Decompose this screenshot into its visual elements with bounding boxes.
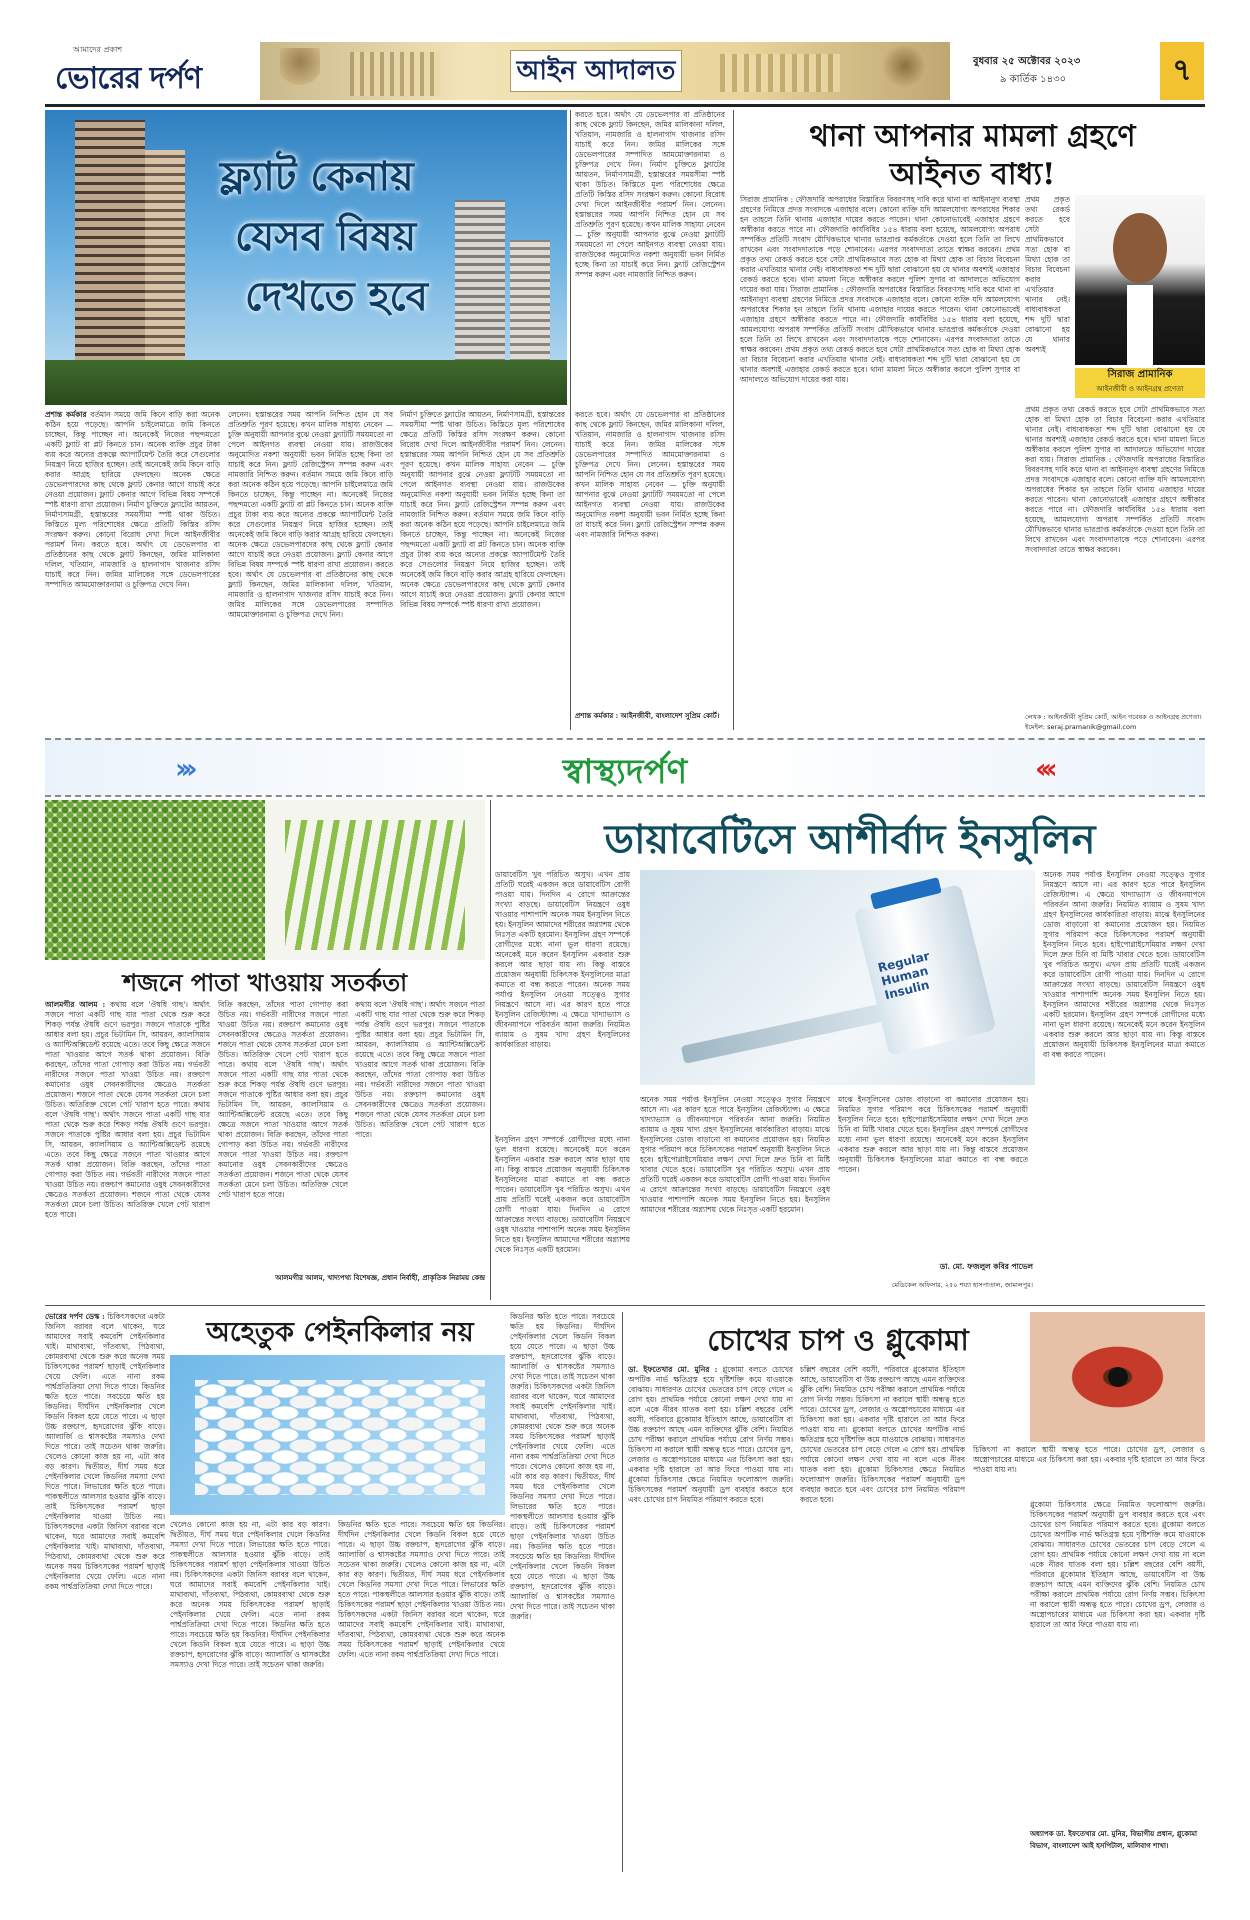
painkiller-body-text: চিকিৎসকদের একটা জিনিস বরাবর বলে থাকেন, ঘরে আমাদের সবাই কমবেশি পেইনকিলার খাই। মাথাব্যথা, দাঁতব্যথা, পিঠব্যথা, কোমরব্যথা থেকে শুরু করে অনেক সময় চিকিৎসকের পরামর্শ ছাড়াই পেইনকিলার খেয়ে ফেলি। এতে নানা রকম পার্শ্বপ্রতিক্রিয়া দেখা দিতে পারে। <box>510 1382 615 1471</box>
thana-body-col2 <box>1025 195 1070 355</box>
painkiller-body-text: চিকিৎসকদের একটা জিনিস বরাবর বলে থাকেন, ঘরে আমাদের সবাই কমবেশি পেইনকিলার খাই। মাথাব্যথা, দাঁতব্যথা, পিঠব্যথা, কোমরব্যথা থেকে শুরু করে অনেক সময় চিকিৎসকের পরামর্শ ছাড়াই পেইনকিলার খেয়ে ফেলি। এতে নানা রকম পার্শ্বপ্রতিক্রিয়া দেখা দিতে পারে। <box>170 1570 330 1629</box>
scales-of-justice-icon <box>280 48 320 94</box>
moringa-body-text: বিক্রি করছেন, তাঁদের পাতা গোপাড় করা উচিত নয়। গর্ভবতী নারীদের সজনে পাতা খাওয়া উচিত নয়। রক্তচাপ কমানোর ওষুধ সেবনকারীদের ক্ষেত্রেও সতর্কতা প্রয়োজন। শজনে পাতা থেকে যেসব সতর্কতা মেনে চলা উচিত। অতিরিক্ত খেলে পেট খারাপ হতে পারে। <box>45 1160 210 1219</box>
flat-body-col1 <box>45 410 220 720</box>
flat-headline-2: যেসব বিষয় <box>235 213 417 260</box>
date-line-1: বুধবার ২৫ অক্টোবর ২০২৩ <box>973 56 1081 67</box>
flat-body-text: নির্মাণ চুক্তিতে ফ্ল্যাটের আয়তন, নির্মাণসামগ্রী, হস্তান্তরের সময়সীমা স্পষ্ট থাকা উচিত। কিস্তিতে মূল্য পরিশোধের ক্ষেত্রে প্রতিটি কিস্তির রসিদ সংরক্ষণ করুন। কোনো বিরোধ দেখা দিলে আইনজীবীর পরামর্শ নিন। <box>45 500 220 549</box>
flat-body-text: করতে হবে। অর্থাৎ যে ডেভেলপার বা প্রতিষ্ঠানের কাছ থেকে ফ্ল্যাট কিনছেন, জমির মালিকানা দলিল, খতিয়ান, নামজারি ও হালনাগাদ খাজনার রসিদ যাচাই করে নিন। জমির মালিকের সঙ্গে ডেভেলপারের সম্পাদিত আমমোক্তারনামা ও চুক্তিপত্র দেখে নিন। <box>45 540 220 589</box>
painkiller-headline: অহেতুক পেইনকিলার নয় <box>206 1317 474 1348</box>
glaucoma-headline: চোখের চাপ ও গ্লুকোমা <box>707 1323 969 1357</box>
author-name: সিরাজ প্রামানিক <box>1107 369 1173 380</box>
author-role: আইনজীবী ও আইনগ্রন্থ প্রণেতা <box>1096 385 1184 393</box>
flat-body-text: লেনেন। হস্তান্তরের সময় আপনি নিশ্চিত হোন যে সব প্রতিশ্রুতি পূরণ হয়েছে। কখন মালিক সাহায্য নেবেন — চুক্তি অনুযায়ী আপনার বুঝে নেওয়া ফ্ল্যাটটি সময়মতো না পেলে আইনগত ব্যবস্থা নেওয়া যায়। রাজউকের অনুমোদিত নকশা অনুযায়ী ভবন নির্মিত হচ্ছে কিনা তা যাচাই করে নিন। ফ্ল্যাট রেজিস্ট্রেশন সম্পন্ন করুন এবং নামজারি নিশ্চিত করুন। <box>228 410 393 479</box>
glaucoma-author-note: অধ্যাপক ডা. ইফতেখার মো. মুনির, বিভাগীয় প্রধান, গ্লুকোমা বিভাগ, বাংলাদেশ আই হসপিটাল, মালিবাগ শাখা। <box>1030 1829 1198 1850</box>
thana-footer-note: লেখক : আইনজীবী সুপ্রিম কোর্ট, আইন গবেষক ও আইনগ্রন্থ প্রণেতা। <box>1025 713 1202 721</box>
right-arrows-icon: ‹‹‹ <box>1035 752 1052 785</box>
masthead <box>45 42 1205 107</box>
pills-image <box>170 1355 505 1515</box>
insulin-body-col5 <box>1043 870 1205 1295</box>
glaucoma-body-col1 <box>628 1365 793 1870</box>
moringa-body-text: কথায় বলে 'ঔষধি গাছ'। অর্থাৎ সজনে পাতা একটি গাছ যার পাতা থেকে শুরু করে শিকড় পর্যন্ত ঔষধি গুণে ভরপুর। সজনে পাতাকে পুষ্টির আধার বলা হয়। প্রচুর ভিটামিন সি, আয়রন, ক্যালসিয়াম ও অ্যান্টিঅক্সিডেন্ট রয়েছে এতে। তবে কিছু ক্ষেত্রে সজনে পাতা খাওয়ার আগে সতর্ক থাকা প্রয়োজন। <box>45 1100 210 1169</box>
glaucoma-body-text: গ্লুকোমা বলতে চোখের অপটিক নার্ভ ক্ষতিগ্রস্ত হয়ে দৃষ্টিশক্তি কমে যাওয়াকে বোঝায়। সাধারণত চোখের ভেতরের চাপ বেড়ে গেলে এ রোগ হয়। প্রাথমিক পর্যায়ে কোনো লক্ষণ দেখা যায় না বলে একে নীরব ঘাতক বলা হয়। <box>1030 1520 1205 1569</box>
thana-body-text: ফৌজদারি কার্যবিধির ১৫৪ ধারায় বলা হয়েছে, আমলযোগ্য অপরাধ সম্পর্কিত প্রতিটি সংবাদ মৌখিকভাবে থানার ভারপ্রাপ্ত কর্মকর্তাকে দেওয়া হলে তিনি তা লিখে রাখবেন এবং সংবাদদাতাকে পড়ে শোনাবেন। এরপর সংবাদদাতা তাতে স্বাক্ষর করবেন। <box>1025 505 1205 554</box>
glaucoma-body-text: গ্লুকোমা বলতে চোখের অপটিক নার্ভ ক্ষতিগ্রস্ত হয়ে দৃষ্টিশক্তি কমে যাওয়াকে বোঝায়। সাধারণত চোখের ভেতরের চাপ বেড়ে গেলে এ রোগ হয়। প্রাথমিক পর্যায়ে কোনো লক্ষণ দেখা যায় না বলে একে নীরব ঘাতক বলা হয়। <box>800 1425 965 1474</box>
moringa-body-text: বিক্রি করছেন, তাঁদের পাতা গোপাড় করা উচিত নয়। গর্ভবতী নারীদের সজনে পাতা খাওয়া উচিত নয়। রক্তচাপ কমানোর ওষুধ সেবনকারীদের ক্ষেত্রেও সতর্কতা প্রয়োজন। শজনে পাতা থেকে যেসব সতর্কতা মেনে চলা উচিত। অতিরিক্ত খেলে পেট খারাপ হতে পারে। <box>45 1050 210 1109</box>
painkiller-body-text: কিডনির ক্ষতি হতে পারে। সবচেয়ে ক্ষতি হয় কিডনির। দীর্ঘদিন পেইনকিলার খেলে কিডনি বিকল হয়ে যেতে পারে। এ ছাড়া উচ্চ রক্তচাপ, হৃদরোগের ঝুঁকি বাড়ে। অ্যালার্জি ও শ্বাসকষ্টের সমস্যাও দেখা দিতে পারে। তাই সচেতন থাকা জরুরি। <box>510 1542 615 1621</box>
eye-image <box>1030 1312 1205 1442</box>
glaucoma-body-text: গ্লুকোমা চিকিৎসার ক্ষেত্রে নিয়মিত ফলোআপ জরুরি। চিকিৎসকের পরামর্শ অনুযায়ী ড্রপ ব্যবহার করতে হবে এবং চোখের চাপ নিয়মিত পরিমাপ করতে হবে। <box>800 1465 965 1504</box>
glaucoma-body-text: গ্লুকোমা চিকিৎসার ক্ষেত্রে নিয়মিত ফলোআপ জরুরি। চিকিৎসকের পরামর্শ অনুযায়ী ড্রপ ব্যবহার করতে হবে এবং চোখের চাপ নিয়মিত পরিমাপ করতে হবে। <box>1030 1500 1205 1529</box>
moringa-leaves <box>45 800 265 960</box>
insulin-body-text: অনেক সময় পর্যাপ্ত ইনসুলিন নেওয়া সত্ত্বেও সুগার নিয়ন্ত্রণে আসে না। এর কারণ হতে পারে ইনসুলিন রেজিস্ট্যান্স। এ ক্ষেত্রে খাদ্যাভ্যাস ও জীবনযাপনে পরিবর্তন আনা জরুরি। নিয়মিত ব্যায়াম ও সুষম খাদ্য গ্রহণ ইনসুলিনের কার্যকারিতা বাড়ায়। <box>495 980 630 1049</box>
thana-body-text: প্রথম প্রকৃত তথ্য রেকর্ড করতে হবে সেটা প্রাথমিকভাবে সত্য হোক বা মিথ্যা হোক তা বিচার বিবেচনা করার এখতিয়ার থানার নেই। বাধ্যবাধকতা শব্দ দুটি দ্বারা বোঝানো হয় যে থানার অবশ্যই এজাহার রেকর্ড করতে হবে। থানা মামলা নিতে অস্বীকার করলে পুলিশ সুপার বা আদালতে অভিযোগ দায়ের করা যায়। <box>1025 405 1205 464</box>
painkiller-body-text: চিকিৎসকদের একটা জিনিস বরাবর বলে থাকেন, ঘরে আমাদের সবাই কমবেশি পেইনকিলার খাই। মাথাব্যথা, দাঁতব্যথা, পিঠব্যথা, কোমরব্যথা থেকে শুরু করে অনেক সময় চিকিৎসকের পরামর্শ ছাড়াই পেইনকিলার খেয়ে ফেলি। এতে নানা রকম পার্শ্বপ্রতিক্রিয়া দেখা দিতে পারে। <box>45 1522 165 1591</box>
insulin-body-text: অনেক সময় পর্যাপ্ত ইনসুলিন নেওয়া সত্ত্বেও সুগার নিয়ন্ত্রণে আসে না। এর কারণ হতে পারে ইনসুলিন রেজিস্ট্যান্স। এ ক্ষেত্রে খাদ্যাভ্যাস ও জীবনযাপনে পরিবর্তন আনা জরুরি। নিয়মিত ব্যায়াম ও সুষম খাদ্য গ্রহণ ইনসুলিনের কার্যকারিতা বাড়ায়। <box>640 1095 830 1134</box>
trees <box>45 360 567 405</box>
insulin-author-note: ডা. মো. ফজলুল কবির পাভেল <box>939 1262 1033 1271</box>
flat-body-text: করতে হবে। অর্থাৎ যে ডেভেলপার বা প্রতিষ্ঠানের কাছ থেকে ফ্ল্যাট কিনছেন, জমির মালিকানা দলিল, খতিয়ান, নামজারি ও হালনাগাদ খাজনার রসিদ যাচাই করে নিন। জমির মালিকের সঙ্গে ডেভেলপারের সম্পাদিত আমমোক্তারনামা ও চুক্তিপত্র দেখে নিন। <box>228 560 393 619</box>
masthead-tagline: আমাদের প্রকাশ <box>73 45 123 54</box>
thana-body-text: ফৌজদারি কার্যবিধির ১৫৪ ধারায় বলা হয়েছে, আমলযোগ্য অপরাধ সম্পর্কিত প্রতিটি সংবাদ মৌখিকভাবে থানার ভারপ্রাপ্ত কর্মকর্তাকে দেওয়া হলে তিনি তা লিখে রাখবেন এবং সংবাদদাতাকে পড়ে শোনাবেন। এরপর সংবাদদাতা তাতে স্বাক্ষর করবেন। <box>740 315 1020 354</box>
eye-pupil <box>1108 1367 1128 1387</box>
moringa-headline: শজনে পাতা খাওয়ায় সতর্কতা <box>122 968 408 997</box>
flat-body-text: করতে হবে। অর্থাৎ যে ডেভেলপার বা প্রতিষ্ঠানের কাছ থেকে ফ্ল্যাট কিনছেন, জমির মালিকানা দলিল, খতিয়ান, নামজারি ও হালনাগাদ খাজনার রসিদ যাচাই করে নিন। জমির মালিকের সঙ্গে ডেভেলপারের সম্পাদিত আমমোক্তারনামা ও চুক্তিপত্র দেখে নিন। <box>575 110 725 169</box>
insulin-body-col3 <box>640 1095 830 1295</box>
insulin-body-text: ডায়াবেটিস খুব পরিচিত অসুখ। এখন প্রায় প্রতিটি ঘরেই একজন করে ডায়াবেটিস রোগী পাওয়া যায়। দিনদিন এ রোগে আক্রান্তের সংখ্যা বাড়ছে। ডায়াবেটিস নিয়ন্ত্রণে ওষুধ খাওয়ার পাশাপাশি অনেক সময় ইনসুলিন নিতে হয়। ইনসুলিন আমাদের শরীরের অগ্ন্যাশয় থেকে নিঃসৃত একটি হরমোন। <box>495 870 630 939</box>
glaucoma-body-col3 <box>973 1445 1205 1495</box>
moringa-body-text: বিক্রি করছেন, তাঁদের পাতা গোপাড় করা উচিত নয়। গর্ভবতী নারীদের সজনে পাতা খাওয়া উচিত নয়। রক্তচাপ কমানোর ওষুধ সেবনকারীদের ক্ষেত্রেও সতর্কতা প্রয়োজন। শজনে পাতা থেকে যেসব সতর্কতা মেনে চলা উচিত। অতিরিক্ত খেলে পেট খারাপ হতে পারে। <box>218 1130 348 1199</box>
insulin-body-text: ইনসুলিন গ্রহণ সম্পর্কে রোগীদের মধ্যে নানা ভুল ধারণা রয়েছে। অনেকেই মনে করেন ইনসুলিন একবার শুরু করলে আর ছাড়া যায় না। কিন্তু বাস্তবে প্রয়োজন অনুযায়ী চিকিৎসক ইনসুলিনের মাত্রা কমাতে বা বন্ধ করতে পারেন। <box>838 1125 1028 1174</box>
moringa-author-note: আলমগীর আলম, খাদ্যপথ্য বিশেষজ্ঞ, প্রধান নির্বাহী, প্রাকৃতিক নিরাময় কেন্দ্র <box>275 1273 485 1282</box>
glaucoma-body-text: চিকিৎসা না করালে স্থায়ী অন্ধত্ব হতে পারে। চোখের ড্রপ, লেজার ও অস্ত্রোপচারের মাধ্যমে এর চিকিৎসা করা হয়। একবার দৃষ্টি হারালে তা আর ফিরে পাওয়া যায় না। <box>628 1445 793 1474</box>
insulin-body-text: অনেক সময় পর্যাপ্ত ইনসুলিন নেওয়া সত্ত্বেও সুগার নিয়ন্ত্রণে আসে না। এর কারণ হতে পারে ইনসুলিন রেজিস্ট্যান্স। এ ক্ষেত্রে খাদ্যাভ্যাস ও জীবনযাপনে পরিবর্তন আনা জরুরি। নিয়মিত ব্যায়াম ও সুষম খাদ্য গ্রহণ ইনসুলিনের কার্যকারিতা বাড়ায়। <box>1043 870 1205 919</box>
painkiller-body-col1 <box>45 1312 165 1872</box>
glaucoma-byline: ডা. ইফতেখার মো. মুনির : <box>628 1365 718 1374</box>
insulin-body-col4 <box>838 1095 1028 1255</box>
glaucoma-body-text: গ্লুকোমা চিকিৎসার ক্ষেত্রে নিয়মিত ফলোআপ জরুরি। চিকিৎসকের পরামর্শ অনুযায়ী ড্রপ ব্যবহার করতে হবে এবং চোখের চাপ নিয়মিত পরিমাপ করতে হবে। <box>628 1475 793 1504</box>
moringa-body-text: বিক্রি করছেন, তাঁদের পাতা গোপাড় করা উচিত নয়। গর্ভবতী নারীদের সজনে পাতা খাওয়া উচিত নয়। রক্তচাপ কমানোর ওষুধ সেবনকারীদের ক্ষেত্রেও সতর্কতা প্রয়োজন। শজনে পাতা থেকে যেসব সতর্কতা মেনে চলা উচিত। অতিরিক্ত খেলে পেট খারাপ হতে পারে। <box>355 1060 485 1139</box>
vial-cap <box>870 877 942 909</box>
flat-body-text: লেনেন। হস্তান্তরের সময় আপনি নিশ্চিত হোন যে সব প্রতিশ্রুতি পূরণ হয়েছে। কখন মালিক সাহায্য নেবেন — চুক্তি অনুযায়ী আপনার বুঝে নেওয়া ফ্ল্যাটটি সময়মতো না পেলে আইনগত ব্যবস্থা নেওয়া যায়। রাজউকের অনুমোদিত নকশা অনুযায়ী ভবন নির্মিত হচ্ছে কিনা তা যাচাই করে নিন। ফ্ল্যাট রেজিস্ট্রেশন সম্পন্ন করুন এবং নামজারি নিশ্চিত করুন। <box>575 460 725 539</box>
column-divider <box>733 110 734 730</box>
moringa-body-text: কথায় বলে 'ঔষধি গাছ'। অর্থাৎ সজনে পাতা একটি গাছ যার পাতা থেকে শুরু করে শিকড় পর্যন্ত ঔষধি গুণে ভরপুর। সজনে পাতাকে পুষ্টির আধার বলা হয়। প্রচুর ভিটামিন সি, আয়রন, ক্যালসিয়াম ও অ্যান্টিঅক্সিডেন্ট রয়েছে এতে। তবে কিছু ক্ষেত্রে সজনে পাতা খাওয়ার আগে সতর্ক থাকা প্রয়োজন। <box>45 1000 210 1059</box>
painkiller-body-text: কিডনির ক্ষতি হতে পারে। সবচেয়ে ক্ষতি হয় কিডনির। দীর্ঘদিন পেইনকিলার খেলে কিডনি বিকল হয়ে যেতে পারে। এ ছাড়া উচ্চ রক্তচাপ, হৃদরোগের ঝুঁকি বাড়ে। অ্যালার্জি ও শ্বাসকষ্টের সমস্যাও দেখা দিতে পারে। তাই সচেতন থাকা জরুরি। <box>338 1520 505 1569</box>
insulin-body-text: ইনসুলিন গ্রহণ সম্পর্কে রোগীদের মধ্যে নানা ভুল ধারণা রয়েছে। অনেকেই মনে করেন ইনসুলিন একবার শুরু করলে আর ছাড়া যায় না। কিন্তু বাস্তবে প্রয়োজন অনুযায়ী চিকিৎসক ইনসুলিনের মাত্রা কমাতে বা বন্ধ করতে পারেন। <box>495 1135 630 1194</box>
newspaper-logo[interactable]: ভোরের দর্পণ <box>55 61 201 96</box>
painkiller-body-text: কিডনির ক্ষতি হতে পারে। সবচেয়ে ক্ষতি হয় কিডনির। দীর্ঘদিন পেইনকিলার খেলে কিডনি বিকল হয়ে যেতে পারে। এ ছাড়া উচ্চ রক্তচাপ, হৃদরোগের ঝুঁকি বাড়ে। অ্যালার্জি ও শ্বাসকষ্টের সমস্যাও দেখা দিতে পারে। তাই সচেতন থাকা জরুরি। <box>170 1620 330 1669</box>
painkiller-body-text: খেলেও কোনো কাজ হয় না, এটা কার বড় কারণ। দ্বিতীয়ত, দীর্ঘ সময় ধরে পেইনকিলার খেলে কিডনির সমস্যা দেখা দিতে পারে। লিভারের ক্ষতি হতে পারে। পাকস্থলীতে আলসার হওয়ার ঝুঁকি বাড়ে। তাই চিকিৎসকের পরামর্শ ছাড়া পেইনকিলার খাওয়া উচিত নয়। <box>170 1520 330 1579</box>
flat-body-text: নির্মাণ চুক্তিতে ফ্ল্যাটের আয়তন, নির্মাণসামগ্রী, হস্তান্তরের সময়সীমা স্পষ্ট থাকা উচিত। কিস্তিতে মূল্য পরিশোধের ক্ষেত্রে প্রতিটি কিস্তির রসিদ সংরক্ষণ করুন। কোনো বিরোধ দেখা দিলে আইনজীবীর পরামর্শ নিন। <box>400 410 565 449</box>
flat-body-text: করতে হবে। অর্থাৎ যে ডেভেলপার বা প্রতিষ্ঠানের কাছ থেকে ফ্ল্যাট কিনছেন, জমির মালিকানা দলিল, খতিয়ান, নামজারি ও হালনাগাদ খাজনার রসিদ যাচাই করে নিন। জমির মালিকের সঙ্গে ডেভেলপারের সম্পাদিত আমমোক্তারনামা ও চুক্তিপত্র দেখে নিন। <box>575 410 725 469</box>
flat-author-note: প্রশান্ত কর্মকার : আইনজীবী, বাংলাদেশ সুপ্রিম কোর্ট। <box>575 711 720 720</box>
health-section-banner <box>45 738 1205 797</box>
page-number: ৭ <box>1160 42 1204 100</box>
insulin-image <box>640 870 1035 1085</box>
moringa-body-text: বিক্রি করছেন, তাঁদের পাতা গোপাড় করা উচিত নয়। গর্ভবতী নারীদের সজনে পাতা খাওয়া উচিত নয়। রক্তচাপ কমানোর ওষুধ সেবনকারীদের ক্ষেত্রেও সতর্কতা প্রয়োজন। শজনে পাতা থেকে যেসব সতর্কতা মেনে চলা উচিত। অতিরিক্ত খেলে পেট খারাপ হতে পারে। <box>218 1000 348 1069</box>
flat-body-text: লেনেন। হস্তান্তরের সময় আপনি নিশ্চিত হোন যে সব প্রতিশ্রুতি পূরণ হয়েছে। কখন মালিক সাহায্য নেবেন — চুক্তি অনুযায়ী আপনার বুঝে নেওয়া ফ্ল্যাটটি সময়মতো না পেলে আইনগত ব্যবস্থা নেওয়া যায়। রাজউকের অনুমোদিত নকশা অনুযায়ী ভবন নির্মিত হচ্ছে কিনা তা যাচাই করে নিন। ফ্ল্যাট রেজিস্ট্রেশন সম্পন্ন করুন এবং নামজারি নিশ্চিত করুন। <box>575 200 725 279</box>
thana-body-text: সিরাজ প্রামানিক : ফৌজদারি অপরাধের বিস্তারিত বিবরণসহ দাবি করে থানা বা আইনানুগ ব্যবস্থা গ্রহণের নিমিত্তে প্রদত্ত সংবাদকে এজাহার বলে। কোনো ব্যক্তি যদি আমলযোগ্য অপরাধের শিকার হন তাহলে তিনি থানায় এজাহার দায়ের করতে পারেন। থানা কোনোভাবেই এজাহার গ্রহণে অস্বীকার করতে পারে না। <box>1025 455 1205 514</box>
glaucoma-body-text: চল্লিশ বছরের বেশি বয়সী, পরিবারে গ্লুকোমার ইতিহাস আছে, ডায়াবেটিস বা উচ্চ রক্তচাপ আছে এমন ব্যক্তিদের ঝুঁকি বেশি। নিয়মিত চোখ পরীক্ষা করালে প্রাথমিক পর্যায়ে রোগ নির্ণয় সম্ভব। <box>1030 1560 1205 1599</box>
glaucoma-body-text: চল্লিশ বছরের বেশি বয়সী, পরিবারে গ্লুকোমার ইতিহাস আছে, ডায়াবেটিস বা উচ্চ রক্তচাপ আছে এমন ব্যক্তিদের ঝুঁকি বেশি। নিয়মিত চোখ পরীক্ষা করালে প্রাথমিক পর্যায়ে রোগ নির্ণয় সম্ভব। <box>628 1405 793 1444</box>
insulin-body-text: মাঝে ইনসুলিনের ডোজ বাড়ানো বা কমানোর প্রয়োজন হয়। নিয়মিত সুগার পরিমাপ করে চিকিৎসকের পরামর্শ অনুযায়ী ইনসুলিন নিতে হবে। হাইপোগ্লাইসেমিয়ার লক্ষণ দেখা দিলে দ্রুত চিনি বা মিষ্টি খাবার খেতে হবে। <box>838 1095 1028 1134</box>
author-face <box>1113 213 1167 283</box>
thana-body-text: প্রথম প্রকৃত তথ্য রেকর্ড করতে হবে সেটা প্রাথমিকভাবে সত্য হোক বা মিথ্যা হোক তা বিচার বিবেচনা করার এখতিয়ার থানার নেই। বাধ্যবাধকতা শব্দ দুটি দ্বারা বোঝানো হয় যে থানার অবশ্যই <box>1025 195 1070 354</box>
flat-byline: প্রশান্ত কর্মকার <box>45 410 87 419</box>
moringa-body-col2 <box>218 1000 348 1300</box>
flat-body-right-top <box>575 110 725 410</box>
flat-article-image <box>45 110 567 405</box>
thana-body-text: প্রথম প্রকৃত তথ্য রেকর্ড করতে হবে সেটা প্রাথমিকভাবে সত্য হোক বা মিথ্যা হোক তা বিচার বিবেচনা করার এখতিয়ার থানার নেই। বাধ্যবাধকতা শব্দ দুটি দ্বারা বোঝানো হয় যে থানার অবশ্যই এজাহার রেকর্ড করতে হবে। থানা মামলা নিতে অস্বীকার করলে পুলিশ সুপার বা আদালতে অভিযোগ দায়ের করা যায়। <box>740 345 1020 384</box>
thana-email[interactable]: ইমেইল: seraj.pramanik@gmail.com <box>1025 723 1137 731</box>
section-divider <box>45 1305 1205 1306</box>
thana-body-text: প্রথম প্রকৃত তথ্য রেকর্ড করতে হবে সেটা প্রাথমিকভাবে সত্য হোক বা মিথ্যা হোক তা বিচার বিবেচনা করার এখতিয়ার থানার নেই। বাধ্যবাধকতা শব্দ দুটি দ্বারা বোঝানো হয় যে থানার অবশ্যই এজাহার রেকর্ড করতে হবে। থানা মামলা নিতে অস্বীকার করলে পুলিশ সুপার বা আদালতে অভিযোগ দায়ের করা যায়। <box>740 245 1020 294</box>
insulin-body-text: মাঝে ইনসুলিনের ডোজ বাড়ানো বা কমানোর প্রয়োজন হয়। নিয়মিত সুগার পরিমাপ করে চিকিৎসকের পরামর্শ অনুযায়ী ইনসুলিন নিতে হবে। হাইপোগ্লাইসেমিয়ার লক্ষণ দেখা দিলে দ্রুত চিনি বা মিষ্টি খাবার খেতে হবে। <box>1043 910 1205 959</box>
glaucoma-body-col2 <box>800 1365 965 1870</box>
moringa-body-text: কথায় বলে 'ঔষধি গাছ'। অর্থাৎ সজনে পাতা একটি গাছ যার পাতা থেকে শুরু করে শিকড় পর্যন্ত ঔষধি গুণে ভরপুর। সজনে পাতাকে পুষ্টির আধার বলা হয়। প্রচুর ভিটামিন সি, আয়রন, ক্যালসিয়াম ও অ্যান্টিঅক্সিডেন্ট রয়েছে এতে। তবে কিছু ক্ষেত্রে সজনে পাতা খাওয়ার আগে সতর্ক থাকা প্রয়োজন। <box>218 1060 348 1139</box>
section-banner <box>260 42 950 100</box>
author-photo <box>1075 195 1205 365</box>
flat-body-col3 <box>400 410 565 720</box>
flat-body-text: নির্মাণ চুক্তিতে ফ্ল্যাটের আয়তন, নির্মাণসামগ্রী, হস্তান্তরের সময়সীমা স্পষ্ট থাকা উচিত। কিস্তিতে মূল্য পরিশোধের ক্ষেত্রে প্রতিটি কিস্তির রসিদ সংরক্ষণ করুন। কোনো বিরোধ দেখা দিলে আইনজীবীর পরামর্শ নিন। <box>575 160 725 209</box>
pills <box>195 1380 485 1495</box>
flat-body-text: বর্তমান সময়ে জমি কিনে বাড়ি করা অনেক কঠিন হয়ে পড়েছে। আপনি চাইলেমাত্রে জমি কিনতে চাচ্ছেন, কিন্তু পাচ্ছেন না। অনেকেই নিজের পছন্দমতো একটি ফ্ল্যাট বা প্লট কিনতে চান। অনেক ব্যক্তি প্রচুর টাকা ব্যয় করে অন্যের প্রকল্পে অ্যাপার্টমেন্ট তৈরি করে সেগুলোর নিয়ন্ত্রণ নিয়ে হাজির হচ্ছেন। তাই অনেকেই জমি কিনে বাড়ি করার আগ্রহ হারিয়ে ফেলছেন। অনেক ক্ষেত্রে ডেভেলপারদের কাছ থেকে ফ্ল্যাট কেনার আগে যাচাই করে নেওয়া প্রয়োজন। ফ্ল্যাট কেনার আগে বিভিন্ন বিষয় সম্পর্কে স্পষ্ট ধারণা রাখা প্রয়োজন। <box>228 470 393 569</box>
insulin-body-text: ডায়াবেটিস খুব পরিচিত অসুখ। এখন প্রায় প্রতিটি ঘরেই একজন করে ডায়াবেটিস রোগী পাওয়া যায়। দিনদিন এ রোগে আক্রান্তের সংখ্যা বাড়ছে। ডায়াবেটিস নিয়ন্ত্রণে ওষুধ খাওয়ার পাশাপাশি অনেক সময় ইনসুলিন নিতে হয়। ইনসুলিন আমাদের শরীরের অগ্ন্যাশয় থেকে নিঃসৃত একটি হরমোন। <box>640 1165 830 1214</box>
insulin-headline: ডায়াবেটিসে আশীর্বাদ ইনসুলিন <box>604 816 1096 863</box>
date-line-2: ৯ কার্তিক ১৪৩০ <box>1000 74 1067 85</box>
moringa-image <box>45 800 485 960</box>
moringa-body-col1 <box>45 1000 210 1300</box>
insulin-vial <box>853 884 996 1056</box>
column-divider <box>490 800 491 1300</box>
painkiller-body-col2 <box>170 1520 330 1870</box>
vial-label: Regular Human Insulin <box>876 948 931 1003</box>
insulin-body-text: ডায়াবেটিস খুব পরিচিত অসুখ। এখন প্রায় প্রতিটি ঘরেই একজন করে ডায়াবেটিস রোগী পাওয়া যায়। দিনদিন এ রোগে আক্রান্তের সংখ্যা বাড়ছে। ডায়াবেটিস নিয়ন্ত্রণে ওষুধ খাওয়ার পাশাপাশি অনেক সময় ইনসুলিন নিতে হয়। ইনসুলিন আমাদের শরীরের অগ্ন্যাশয় থেকে নিঃসৃত একটি হরমোন। <box>495 1185 630 1254</box>
moringa-body-col3 <box>355 1000 485 1265</box>
painkiller-body-text: চিকিৎসকদের একটা জিনিস বরাবর বলে থাকেন, ঘরে আমাদের সবাই কমবেশি পেইনকিলার খাই। মাথাব্যথা, দাঁতব্যথা, পিঠব্যথা, কোমরব্যথা থেকে শুরু করে অনেক সময় চিকিৎসকের পরামর্শ ছাড়াই পেইনকিলার খেয়ে ফেলি। এতে নানা রকম পার্শ্বপ্রতিক্রিয়া দেখা দিতে পারে। <box>45 1312 165 1391</box>
insulin-body-text: ইনসুলিন গ্রহণ সম্পর্কে রোগীদের মধ্যে নানা ভুল ধারণা রয়েছে। অনেকেই মনে করেন ইনসুলিন একবার শুরু করলে আর ছাড়া যায় না। কিন্তু বাস্তবে প্রয়োজন অনুযায়ী চিকিৎসক ইনসুলিনের মাত্রা কমাতে বা বন্ধ করতে পারেন। <box>495 930 630 989</box>
thana-body-text: ফৌজদারি কার্যবিধির ১৫৪ ধারায় বলা হয়েছে, আমলযোগ্য অপরাধ সম্পর্কিত প্রতিটি সংবাদ মৌখিকভাবে থানার ভারপ্রাপ্ত কর্মকর্তাকে দেওয়া হলে তিনি তা লিখে রাখবেন এবং সংবাদদাতাকে পড়ে শোনাবেন। এরপর সংবাদদাতা তাতে স্বাক্ষর করবেন। <box>740 225 1020 254</box>
thana-body-text: সিরাজ প্রামানিক : ফৌজদারি অপরাধের বিস্তারিত বিবরণসহ দাবি করে থানা বা আইনানুগ ব্যবস্থা গ্রহণের নিমিত্তে প্রদত্ত সংবাদকে এজাহার বলে। কোনো ব্যক্তি যদি আমলযোগ্য অপরাধের শিকার হন তাহলে তিনি থানায় এজাহার দায়ের করতে পারেন। থানা কোনোভাবেই এজাহার গ্রহণে অস্বীকার করতে পারে না। <box>740 195 1020 234</box>
painkiller-body-text: খেলেও কোনো কাজ হয় না, এটা কার বড় কারণ। দ্বিতীয়ত, দীর্ঘ সময় ধরে পেইনকিলার খেলে কিডনির সমস্যা দেখা দিতে পারে। লিভারের ক্ষতি হতে পারে। পাকস্থলীতে আলসার হওয়ার ঝুঁকি বাড়ে। তাই চিকিৎসকের পরামর্শ ছাড়া পেইনকিলার খাওয়া উচিত নয়। <box>338 1560 505 1609</box>
painkiller-body-text: খেলেও কোনো কাজ হয় না, এটা কার বড় কারণ। দ্বিতীয়ত, দীর্ঘ সময় ধরে পেইনকিলার খেলে কিডনির সমস্যা দেখা দিতে পারে। লিভারের ক্ষতি হতে পারে। পাকস্থলীতে আলসার হওয়ার ঝুঁকি বাড়ে। তাই চিকিৎসকের পরামর্শ ছাড়া পেইনকিলার খাওয়া উচিত নয়। <box>45 1452 165 1521</box>
thana-body-col1 <box>740 195 1020 715</box>
moringa-body-text: কথায় বলে 'ঔষধি গাছ'। অর্থাৎ সজনে পাতা একটি গাছ যার পাতা থেকে শুরু করে শিকড় পর্যন্ত ঔষধি গুণে ভরপুর। সজনে পাতাকে পুষ্টির আধার বলা হয়। প্রচুর ভিটামিন সি, আয়রন, ক্যালসিয়াম ও অ্যান্টিঅক্সিডেন্ট রয়েছে এতে। তবে কিছু ক্ষেত্রে সজনে পাতা খাওয়ার আগে সতর্ক থাকা প্রয়োজন। <box>355 1000 485 1069</box>
section-title: আইন আদালত <box>510 50 682 92</box>
drumsticks <box>285 820 465 950</box>
court-building-icon <box>350 52 440 96</box>
thana-headline-2: আইনত বাধ্য! <box>889 157 1056 192</box>
lady-justice-icon <box>880 46 930 96</box>
glaucoma-body-text: চিকিৎসা না করালে স্থায়ী অন্ধত্ব হতে পারে। চোখের ড্রপ, লেজার ও অস্ত্রোপচারের মাধ্যমে এর চিকিৎসা করা হয়। একবার দৃষ্টি হারালে তা আর ফিরে পাওয়া যায় না। <box>800 1395 965 1434</box>
painkiller-body-text: চিকিৎসকদের একটা জিনিস বরাবর বলে থাকেন, ঘরে আমাদের সবাই কমবেশি পেইনকিলার খাই। মাথাব্যথা, দাঁতব্যথা, পিঠব্যথা, কোমরব্যথা থেকে শুরু করে অনেক সময় চিকিৎসকের পরামর্শ ছাড়াই পেইনকিলার খেয়ে ফেলি। এতে নানা রকম পার্শ্বপ্রতিক্রিয়া দেখা দিতে পারে। <box>338 1610 505 1659</box>
insulin-author-role: মেডিকেল অফিসার, ২৫০ শয্যা হাসপাতাল, জামালপুর। <box>891 1281 1033 1289</box>
moringa-byline: আলমগীর আলম : <box>45 1000 106 1009</box>
thana-headline-1: থানা আপনার মামলা গ্রহণে <box>809 119 1136 154</box>
flat-body-col2 <box>228 410 393 720</box>
insulin-body-col1 <box>495 870 630 1130</box>
insulin-body-text: মাঝে ইনসুলিনের ডোজ বাড়ানো বা কমানোর প্রয়োজন হয়। নিয়মিত সুগার পরিমাপ করে চিকিৎসকের পরামর্শ অনুযায়ী ইনসুলিন নিতে হবে। হাইপোগ্লাইসেমিয়ার লক্ষণ দেখা দিলে দ্রুত চিনি বা মিষ্টি খাবার খেতে হবে। <box>640 1125 830 1174</box>
painkiller-body-text: কিডনির ক্ষতি হতে পারে। সবচেয়ে ক্ষতি হয় কিডনির। দীর্ঘদিন পেইনকিলার খেলে কিডনি বিকল হয়ে যেতে পারে। এ ছাড়া উচ্চ রক্তচাপ, হৃদরোগের ঝুঁকি বাড়ে। অ্যালার্জি ও শ্বাসকষ্টের সমস্যাও দেখা দিতে পারে। তাই সচেতন থাকা জরুরি। <box>510 1312 615 1391</box>
flat-body-col4 <box>575 410 725 705</box>
glaucoma-body-text: চিকিৎসা না করালে স্থায়ী অন্ধত্ব হতে পারে। চোখের ড্রপ, লেজার ও অস্ত্রোপচারের মাধ্যমে এর চিকিৎসা করা হয়। একবার দৃষ্টি হারালে তা আর ফিরে পাওয়া যায় না। <box>973 1445 1205 1474</box>
thana-body-text: সিরাজ প্রামানিক : ফৌজদারি অপরাধের বিস্তারিত বিবরণসহ দাবি করে থানা বা আইনানুগ ব্যবস্থা গ্রহণের নিমিত্তে প্রদত্ত সংবাদকে এজাহার বলে। কোনো ব্যক্তি যদি আমলযোগ্য অপরাধের শিকার হন তাহলে তিনি থানায় এজাহার দায়ের করতে পারেন। থানা কোনোভাবেই এজাহার গ্রহণে অস্বীকার করতে পারে না। <box>740 285 1020 324</box>
painkiller-body-text: কিডনির ক্ষতি হতে পারে। সবচেয়ে ক্ষতি হয় কিডনির। দীর্ঘদিন পেইনকিলার খেলে কিডনি বিকল হয়ে যেতে পারে। এ ছাড়া উচ্চ রক্তচাপ, হৃদরোগের ঝুঁকি বাড়ে। অ্যালার্জি ও শ্বাসকষ্টের সমস্যাও দেখা দিতে পারে। তাই সচেতন থাকা জরুরি। <box>45 1382 165 1451</box>
left-arrows-icon: ››› <box>175 752 192 785</box>
painkiller-body-text: খেলেও কোনো কাজ হয় না, এটা কার বড় কারণ। দ্বিতীয়ত, দীর্ঘ সময় ধরে পেইনকিলার খেলে কিডনির সমস্যা দেখা দিতে পারে। লিভারের ক্ষতি হতে পারে। পাকস্থলীতে আলসার হওয়ার ঝুঁকি বাড়ে। তাই চিকিৎসকের পরামর্শ ছাড়া পেইনকিলার খাওয়া উচিত নয়। <box>510 1462 615 1551</box>
column-divider <box>622 1312 623 1872</box>
gavel-icon <box>720 54 840 92</box>
glaucoma-body-text: চল্লিশ বছরের বেশি বয়সী, পরিবারে গ্লুকোমার ইতিহাস আছে, ডায়াবেটিস বা উচ্চ রক্তচাপ আছে এমন ব্যক্তিদের ঝুঁকি বেশি। নিয়মিত চোখ পরীক্ষা করালে প্রাথমিক পর্যায়ে রোগ নির্ণয় সম্ভব। <box>800 1365 965 1404</box>
author-shirt <box>1127 285 1153 365</box>
glaucoma-body-col4 <box>1030 1500 1205 1820</box>
flat-headline-3: দেখতে হবে <box>245 273 428 320</box>
thana-body-col3 <box>1025 405 1205 715</box>
flat-body-text: বর্তমান সময়ে জমি কিনে বাড়ি করা অনেক কঠিন হয়ে পড়েছে। আপনি চাইলেমাত্রে জমি কিনতে চাচ্ছেন, কিন্তু পাচ্ছেন না। অনেকেই নিজের পছন্দমতো একটি ফ্ল্যাট বা প্লট কিনতে চান। অনেক ব্যক্তি প্রচুর টাকা ব্যয় করে অন্যের প্রকল্পে অ্যাপার্টমেন্ট তৈরি করে সেগুলোর নিয়ন্ত্রণ নিয়ে হাজির হচ্ছেন। তাই অনেকেই জমি কিনে বাড়ি করার আগ্রহ হারিয়ে ফেলছেন। অনেক ক্ষেত্রে ডেভেলপারদের কাছ থেকে ফ্ল্যাট কেনার আগে যাচাই করে নেওয়া প্রয়োজন। ফ্ল্যাট কেনার আগে বিভিন্ন বিষয় সম্পর্কে স্পষ্ট ধারণা রাখা প্রয়োজন। <box>400 510 565 609</box>
painkiller-body-col4 <box>510 1312 615 1872</box>
flat-body-text: লেনেন। হস্তান্তরের সময় আপনি নিশ্চিত হোন যে সব প্রতিশ্রুতি পূরণ হয়েছে। কখন মালিক সাহায্য নেবেন — চুক্তি অনুযায়ী আপনার বুঝে নেওয়া ফ্ল্যাটটি সময়মতো না পেলে আইনগত ব্যবস্থা নেওয়া যায়। রাজউকের অনুমোদিত নকশা অনুযায়ী ভবন নির্মিত হচ্ছে কিনা তা যাচাই করে নিন। ফ্ল্যাট রেজিস্ট্রেশন সম্পন্ন করুন এবং নামজারি নিশ্চিত করুন। <box>400 440 565 519</box>
glaucoma-body-text: গ্লুকোমা বলতে চোখের অপটিক নার্ভ ক্ষতিগ্রস্ত হয়ে দৃষ্টিশক্তি কমে যাওয়াকে বোঝায়। সাধারণত চোখের ভেতরের চাপ বেড়ে গেলে এ রোগ হয়। প্রাথমিক পর্যায়ে কোনো লক্ষণ দেখা যায় না বলে একে নীরব ঘাতক বলা হয়। <box>628 1365 793 1414</box>
insulin-body-col2 <box>495 1135 630 1295</box>
painkiller-byline: ভোরের দর্পণ ডেস্ক : <box>45 1312 105 1321</box>
painkiller-body-col3 <box>338 1520 505 1870</box>
flat-headline-1: ফ্ল্যাট কেনায় <box>220 153 414 200</box>
author-label-box <box>1075 368 1205 398</box>
insulin-body-text: ইনসুলিন গ্রহণ সম্পর্কে রোগীদের মধ্যে নানা ভুল ধারণা রয়েছে। অনেকেই মনে করেন ইনসুলিন একবার শুরু করলে আর ছাড়া যায় না। কিন্তু বাস্তবে প্রয়োজন অনুযায়ী চিকিৎসক ইনসুলিনের মাত্রা কমাতে বা বন্ধ করতে পারেন। <box>1043 1010 1205 1059</box>
column-divider <box>570 110 571 730</box>
glaucoma-body-text: চিকিৎসা না করালে স্থায়ী অন্ধত্ব হতে পারে। চোখের ড্রপ, লেজার ও অস্ত্রোপচারের মাধ্যমে এর চিকিৎসা করা হয়। একবার দৃষ্টি হারালে তা আর ফিরে পাওয়া যায় না। <box>1030 1590 1205 1629</box>
insulin-body-text: ডায়াবেটিস খুব পরিচিত অসুখ। এখন প্রায় প্রতিটি ঘরেই একজন করে ডায়াবেটিস রোগী পাওয়া যায়। দিনদিন এ রোগে আক্রান্তের সংখ্যা বাড়ছে। ডায়াবেটিস নিয়ন্ত্রণে ওষুধ খাওয়ার পাশাপাশি অনেক সময় ইনসুলিন নিতে হয়। ইনসুলিন আমাদের শরীরের অগ্ন্যাশয় থেকে নিঃসৃত একটি হরমোন। <box>1043 950 1205 1019</box>
flat-body-text: বর্তমান সময়ে জমি কিনে বাড়ি করা অনেক কঠিন হয়ে পড়েছে। আপনি চাইলেমাত্রে জমি কিনতে চাচ্ছেন, কিন্তু পাচ্ছেন না। অনেকেই নিজের পছন্দমতো একটি ফ্ল্যাট বা প্লট কিনতে চান। অনেক ব্যক্তি প্রচুর টাকা ব্যয় করে অন্যের প্রকল্পে অ্যাপার্টমেন্ট তৈরি করে সেগুলোর নিয়ন্ত্রণ নিয়ে হাজির হচ্ছেন। তাই অনেকেই জমি কিনে বাড়ি করার আগ্রহ হারিয়ে ফেলছেন। অনেক ক্ষেত্রে ডেভেলপারদের কাছ থেকে ফ্ল্যাট কেনার আগে যাচাই করে নেওয়া প্রয়োজন। ফ্ল্যাট কেনার আগে বিভিন্ন বিষয় সম্পর্কে স্পষ্ট ধারণা রাখা প্রয়োজন। <box>45 410 220 509</box>
health-section-title: স্বাস্থ্যদর্পণ <box>562 752 688 792</box>
